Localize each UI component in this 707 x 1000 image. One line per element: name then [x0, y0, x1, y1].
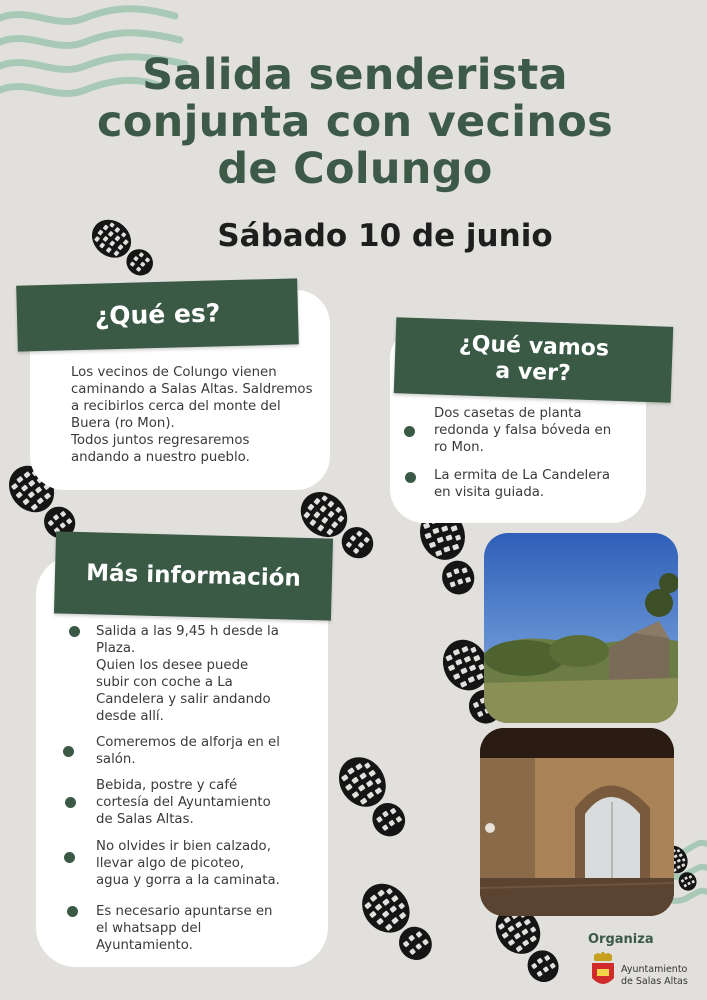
text-line: de Salas Altas.	[96, 812, 194, 827]
title-line: de Colungo	[217, 144, 493, 194]
text-line: Buera (ro Mon).	[71, 416, 175, 431]
que-es-heading: ¿Qué es?	[94, 298, 221, 331]
text-line: Dos casetas de planta	[434, 406, 582, 421]
text-line: el whatsapp del	[96, 921, 202, 936]
text-line: en visita guiada.	[434, 485, 545, 500]
text-line: Quien los desee puede	[96, 658, 249, 673]
que-es-text	[71, 364, 313, 466]
text-line: La ermita de La Candelera	[434, 468, 611, 483]
bullet-icon	[67, 906, 78, 917]
mas-info-heading: Más información	[85, 560, 302, 592]
list-item	[96, 777, 321, 828]
list-item	[96, 734, 321, 768]
bullet-icon	[63, 746, 74, 757]
text-line: desde allí.	[96, 709, 164, 724]
text-line: llevar algo de picoteo,	[96, 856, 245, 871]
text-line: Todos juntos regresaremos	[71, 433, 250, 448]
text-line: Es necesario apuntarse en	[96, 904, 273, 919]
que-vamos-list	[434, 405, 644, 501]
landscape-photo	[484, 533, 678, 723]
text-line: Ayuntamiento.	[96, 938, 193, 953]
text-line: Bebida, postre y café	[96, 778, 238, 793]
mas-info-list	[96, 623, 321, 954]
list-item	[96, 623, 321, 725]
boot-print-icon	[325, 740, 425, 860]
text-line: Los vecinos de Colungo vienen	[71, 365, 277, 380]
bullet-icon	[65, 797, 76, 808]
text-line: Ayuntamiento	[621, 964, 688, 975]
list-item	[96, 903, 321, 954]
hermitage-photo	[480, 728, 674, 916]
text-line: salón.	[96, 752, 136, 767]
text-line: caminando a Salas Altas. Saldremos	[71, 382, 313, 397]
text-line: cortesía del Ayuntamiento	[96, 795, 271, 810]
bullet-icon	[64, 852, 75, 863]
text-line: Comeremos de alforja en el	[96, 735, 280, 750]
text-line: Plaza.	[96, 641, 136, 656]
poster-title	[60, 52, 650, 193]
text-line: Salida a las 9,45 h desde la	[96, 624, 279, 639]
text-line: subir con coche a La	[96, 675, 233, 690]
bullet-icon	[404, 426, 415, 437]
event-date: Sábado 10 de junio	[217, 218, 553, 254]
coat-of-arms-icon	[590, 952, 616, 990]
text-line: de Salas Altas	[621, 976, 688, 987]
ayuntamiento-logo-text	[621, 964, 688, 988]
text-line: redonda y falsa bóveda en	[434, 423, 612, 438]
list-item	[434, 467, 644, 501]
que-vamos-heading-line: a ver?	[494, 358, 572, 387]
title-line: Salida senderista	[142, 50, 568, 100]
text-line: Candelera y salir andando	[96, 692, 271, 707]
text-line: a recibirlos cerca del monte del	[71, 399, 281, 414]
que-vamos-banner	[394, 317, 673, 403]
que-es-banner	[16, 278, 299, 351]
title-line: conjunta con vecinos	[97, 97, 613, 147]
list-item	[434, 405, 644, 456]
organiza-label: Organiza	[588, 932, 654, 947]
boot-print-icon	[345, 870, 455, 980]
bullet-icon	[405, 472, 416, 483]
text-line: No olvides ir bien calzado,	[96, 839, 271, 854]
bullet-icon	[69, 626, 80, 637]
que-vamos-heading-line: ¿Qué vamos	[458, 331, 610, 362]
list-item	[96, 838, 321, 889]
mas-info-banner	[54, 531, 333, 620]
text-line: andando a nuestro pueblo.	[71, 450, 250, 465]
text-line: agua y gorra a la caminata.	[96, 873, 280, 888]
text-line: ro Mon.	[434, 440, 484, 455]
